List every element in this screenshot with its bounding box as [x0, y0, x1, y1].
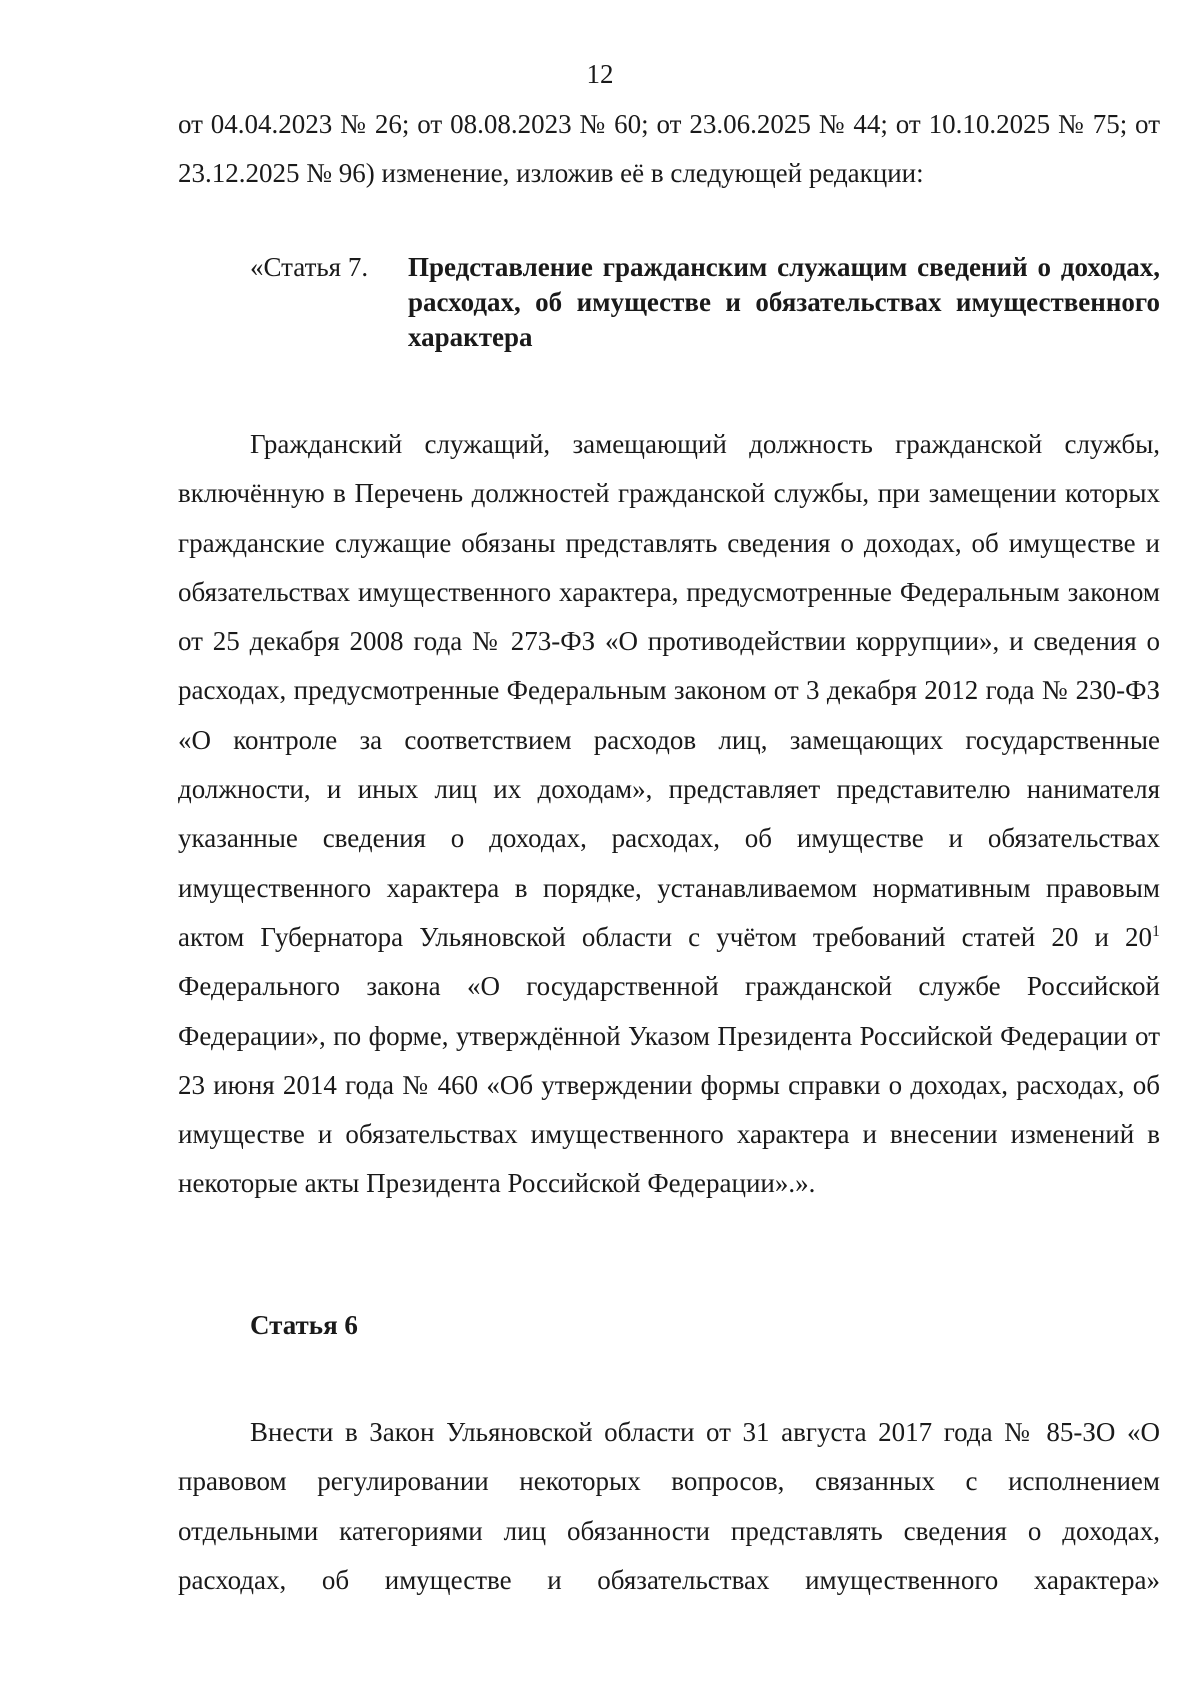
article-7-text-part1: Гражданский служащий, замещающий должность гражданской службы, включённую в Перечень должностей гражданской службы, при замещении которых гражданские служащие обязаны представлять сведения о доходах, об имуществе и обязательствах имущественного характера, предусмотренные Федеральным законом от 25 декабря 2008 года № 273-ФЗ «О противодействии коррупции», и сведения о расходах, предусмотренные Федеральным законом от 3 декабря 2012 года № 230-ФЗ «О контроле за соответствием расходов лиц, замещающих государственные должности, и иных лиц их доходам», представляет представителю нанимателя указанные сведения о доходах, расходах, об имуществе и обязательствах имущественного характера в порядке, устанавливаемом нормативным правовым актом Губернатора Ульяновской области с учётом требований статей 20 и 20 — [178, 429, 1160, 952]
article-6-body-block — [178, 1408, 1160, 1605]
article-7-body-block — [178, 420, 1160, 1209]
article-7-title: Представление гражданским служащим сведений о доходах, расходах, об имуществе и обязательствах имущественного характера — [408, 252, 1160, 352]
article-6-paragraph: Внести в Закон Ульяновской области от 31 августа 2017 года № 85-ЗО «О правовом регулировании некоторых вопросов, связанных с исполнением отдельными категориями лиц обязанности представлять сведения о доходах, расходах, об имуществе и обязательствах имущественного характера» — [178, 1417, 1160, 1595]
article-7-paragraph — [178, 420, 1160, 1209]
lead-paragraph: от 04.04.2023 № 26; от 08.08.2023 № 60; от 23.06.2025 № 44; от 10.10.2025 № 75; от 23.12.2025 № 96) изменение, изложив её в следующей редакции: — [178, 109, 1160, 189]
article-6-heading: Статья 6 — [250, 1310, 358, 1340]
page-number: 12 — [586, 59, 614, 89]
article-7-superscript: 1 — [1152, 922, 1160, 940]
article-7-text-part2: Федерального закона «О государственной гражданской службе Российской Федерации», по форме, утверждённой Указом Президента Российской Федерации от 23 июня 2014 года № 460 «Об утверждении формы справки о доходах, расходах, об имуществе и обязательствах имущественного характера и внесении изменений в некоторые акты Президента Российской Федерации».». — [178, 971, 1160, 1199]
lead-paragraph-block — [178, 100, 1160, 199]
article-7-label: «Статья 7. — [250, 252, 369, 282]
